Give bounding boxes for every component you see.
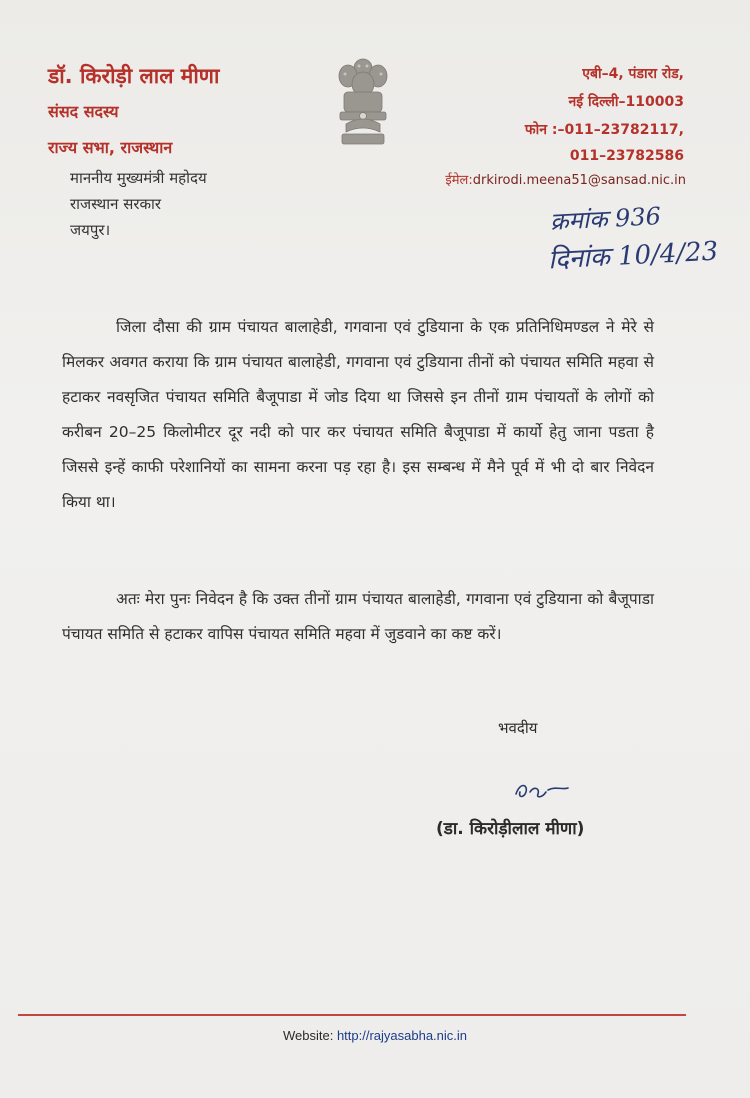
recipient-line3: जयपुर। [70,221,111,239]
footer-divider [18,1014,686,1016]
signature-mark [512,780,572,806]
handwritten-reference: क्रमांक 936 [549,202,662,236]
signatory-name: (डा. किरोड़ीलाल मीणा) [436,819,585,839]
closing-salutation: भवदीय [498,719,538,737]
phone-line1: फोन :–011–23782117, [524,122,684,138]
recipient-line2: राजस्थान सरकार [70,195,162,213]
sender-role: संसद सदस्य [48,102,119,121]
recipient-line1: माननीय मुख्यमंत्री महोदय [70,169,207,187]
body-paragraph-1: जिला दौसा की ग्राम पंचायत बालाहेडी, गगवाना एवं टुडियाना के एक प्रतिनिधिमण्डल ने मेरे से मिलकर अवगत कराया कि ग्राम पंचायत बालाहेडी, गगवाना एवं टुडियाना तीनों को पंचायत समिति महवा से हटाकर नवसृजित पंचायत समिति बैजूपाडा में जोड दिया था जिससे इन तीनों ग्राम पंचायतों के लोगों को करीबन 20–25 किलोमीटर दूर नदी को पार कर पंचायत समिति बैजूपाडा में कार्यो हेतु जाना पडता है जिससे इन्हें काफी परेशानियों का सामना करना पड़ रहा है। इस सम्बन्ध में मैने पूर्व में भी दो बार निवेदन किया था। [62,318,654,511]
address-line1: एबी–4, पंडारा रोड, [582,66,684,82]
footer-label: Website: [282,1028,337,1043]
email-label: ईमेल: [445,173,473,188]
body-paragraph-2: अतः मेरा पुनः निवेदन है कि उक्त तीनों ग्राम पंचायत बालाहेडी, गगवाना एवं टुडियाना को बैजूपाडा पंचायत समिति से हटाकर वापिस पंचायत समिति महवा में जुडवाने का कष्ट करें। [62,590,654,643]
phone-line2: 011–23782586 [569,148,684,164]
address-line2: नई दिल्ली–110003 [568,94,684,110]
sender-name: डॉ. किरोड़ी लाल मीणा [48,64,220,88]
footer-url: http://rajyasabha.nic.in [336,1028,468,1043]
footer-website [0,1028,750,1043]
national-emblem-icon [332,54,394,150]
email-address: drkirodi.meena51@sansad.nic.in [472,173,686,188]
sender-house: राज्य सभा, राजस्थान [48,138,173,157]
handwritten-date: दिनांक 10/4/23 [547,236,719,276]
email-line [445,170,686,188]
